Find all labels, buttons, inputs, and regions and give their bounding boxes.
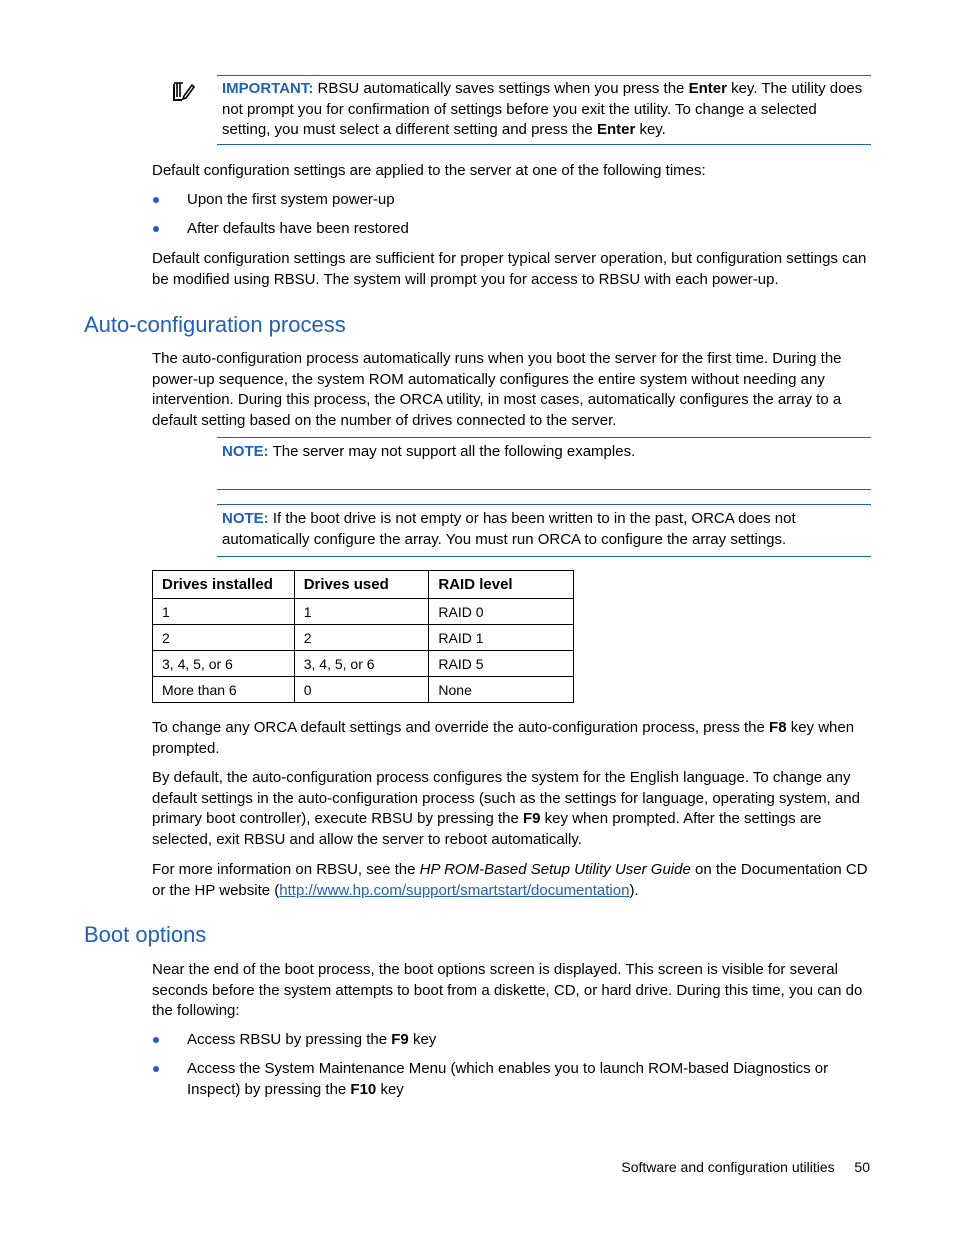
table-row [153,625,574,651]
auto-config-paragraph-1: The auto-configuration process automatically runs when you boot the server for the first time. During the power-up sequence, the system ROM automatically configures the entire system without needing any intervention. During this process, the ORCA utility, in most cases, automatically configures the array to a default setting based on the number of drives connected to the server. [152,350,842,429]
note2-bottom-rule [217,556,871,557]
table-cell: 3, 4, 5, or 6 [153,651,295,677]
auto-config-paragraph-2: To change any ORCA default settings and override the auto-configuration process, press the F8 key when prompted. [152,719,855,757]
table-cell: 0 [294,677,429,703]
table-header: Drives installed [153,571,295,599]
bullet-dot [153,197,159,203]
page-number: 50 [854,1159,870,1175]
important-bottom-rule [217,144,871,145]
important-text: IMPORTANT: RBSU automatically saves settings when you press the Enter key. The utility does not prompt you for confirmation of settings before you exit the utility. To change a selected setting, you must select a different setting and press the Enter key. [222,80,863,138]
table-cell: 1 [153,599,295,625]
auto-config-paragraph-4: For more information on RBSU, see the HP ROM-Based Setup Utility User Guide on the Documentation CD or the HP website (http://www.hp.com/support/smartstart/documentation). [152,861,868,899]
note1-bottom-rule [217,489,871,490]
table-cell: None [429,677,574,703]
boot-bullet-2: Access the System Maintenance Menu (which enables you to launch ROM-based Diagnostics or Inspect) by pressing the F10 key [187,1060,829,1098]
important-top-rule [217,75,871,76]
bullet-dot [153,1037,159,1043]
boot-options-heading: Boot options [84,922,207,947]
boot-options-paragraph: Near the end of the boot process, the boot options screen is displayed. This screen is visible for several seconds before the system attempts to boot from a diskette, CD, or hard drive. During this time, you can do the following: [152,961,863,1019]
raid-table [152,570,574,703]
table-cell: 2 [294,625,429,651]
important-hand-icon [171,80,195,104]
table-cell: More than 6 [153,677,295,703]
table-cell: 1 [294,599,429,625]
table-cell: RAID 0 [429,599,574,625]
note2-text: NOTE: If the boot drive is not empty or has been written to in the past, ORCA does not automatically configure the array. You must run ORCA to configure the array settings. [222,510,796,548]
note1-text: NOTE: The server may not support all the following examples. [222,443,636,460]
boot-bullet-1: Access RBSU by pressing the F9 key [187,1031,437,1048]
table-header-row [153,571,574,599]
intro-paragraph-1: Default configuration settings are applied to the server at one of the following times: [152,162,706,179]
table-header: RAID level [429,571,574,599]
intro-paragraph-2: Default configuration settings are sufficient for proper typical server operation, but configuration settings can be modified using RBSU. The system will prompt you for access to RBSU with each power-up. [152,250,867,288]
table-row [153,677,574,703]
bullet-dot [153,1066,159,1072]
table-cell: 3, 4, 5, or 6 [294,651,429,677]
table-cell: RAID 5 [429,651,574,677]
intro-bullet-1: Upon the first system power-up [187,191,395,208]
note1-label: NOTE: [222,443,269,460]
table-header: Drives used [294,571,429,599]
footer-section-title: Software and configuration utilities [621,1159,835,1175]
page-footer [621,1159,870,1175]
table-row [153,651,574,677]
auto-config-heading: Auto-configuration process [84,312,346,337]
note2-label: NOTE: [222,510,269,527]
note1-top-rule [217,437,871,438]
important-label: IMPORTANT: [222,80,314,97]
table-row [153,599,574,625]
bullet-dot [153,226,159,232]
note2-top-rule [217,504,871,505]
table-cell: RAID 1 [429,625,574,651]
hp-documentation-link[interactable]: http://www.hp.com/support/smartstart/documentation [279,881,630,899]
table-cell: 2 [153,625,295,651]
intro-bullet-2: After defaults have been restored [187,220,409,237]
auto-config-paragraph-3: By default, the auto-configuration process configures the system for the English language. To change any default settings in the auto-configuration process (such as the settings for language, operating system, and primary boot controller), execute RBSU by pressing the F9 key when prompted. After the settings are selected, exit RBSU and allow the server to reboot automatically. [152,769,860,848]
